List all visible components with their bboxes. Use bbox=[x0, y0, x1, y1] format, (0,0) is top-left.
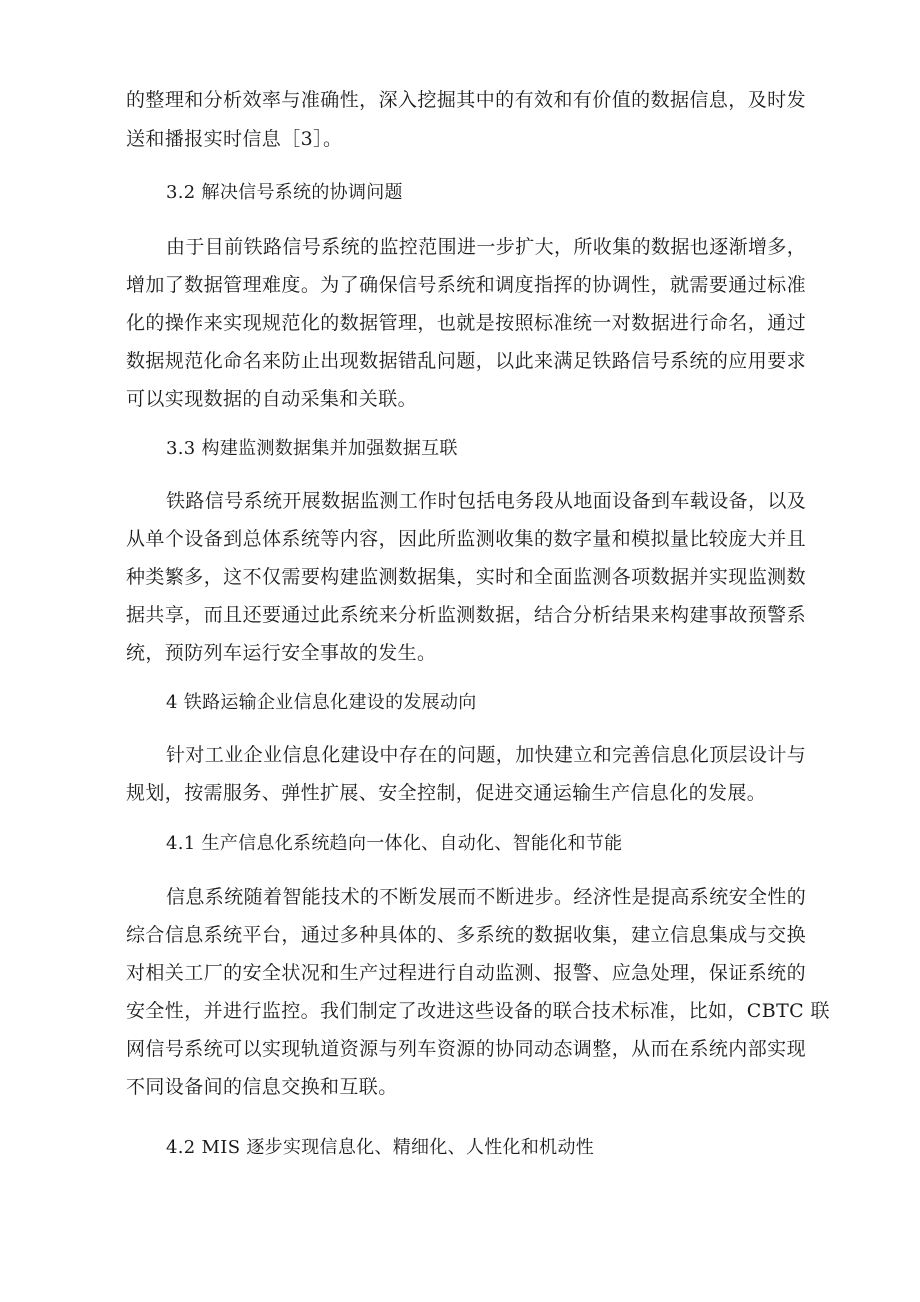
paragraph-line: 综合信息系统平台，通过多种具体的、多系统的数据收集，建立信息集成与交换 bbox=[126, 924, 806, 946]
paragraph-line: 安全性，并进行监控。我们制定了改进这些设备的联合技术标准，比如，CBTC 联 bbox=[126, 1000, 830, 1022]
paragraph-line: 针对工业企业信息化建设中存在的问题，加快建立和完善信息化顶层设计与 bbox=[166, 744, 807, 766]
section-heading-3-2: 3.2 解决信号系统的协调问题 bbox=[166, 182, 403, 203]
paragraph-line: 化的操作来实现规范化的数据管理，也就是按照标准统一对数据进行命名，通过 bbox=[126, 312, 806, 334]
paragraph-line: 不同设备间的信息交换和互联。 bbox=[126, 1076, 398, 1098]
section-heading-4: 4 铁路运输企业信息化建设的发展动向 bbox=[166, 692, 477, 713]
paragraph-line: 统，预防列车运行安全事故的发生。 bbox=[126, 642, 437, 664]
paragraph-line: 增加了数据管理难度。为了确保信号系统和调度指挥的协调性，就需要通过标准 bbox=[126, 274, 806, 296]
section-heading-4-1: 4.1 生产信息化系统趋向一体化、自动化、智能化和节能 bbox=[166, 833, 623, 854]
paragraph-line: 信息系统随着智能技术的不断发展而不断进步。经济性是提高系统安全性的 bbox=[166, 886, 807, 908]
paragraph-line: 规划，按需服务、弹性扩展、安全控制，促进交通运输生产信息化的发展。 bbox=[126, 782, 767, 804]
section-heading-3-3: 3.3 构建监测数据集并加强数据互联 bbox=[166, 438, 458, 459]
paragraph-line: 网信号系统可以实现轨道资源与列车资源的协同动态调整，从而在系统内部实现 bbox=[126, 1038, 806, 1060]
paragraph-line: 对相关工厂的安全状况和生产过程进行自动监测、报警、应急处理，保证系统的 bbox=[126, 962, 806, 984]
paragraph-line: 的整理和分析效率与准确性，深入挖掘其中的有效和有价值的数据信息，及时发 bbox=[126, 89, 806, 111]
paragraph-line: 从单个设备到总体系统等内容，因此所监测收集的数字量和模拟量比较庞大并且 bbox=[126, 528, 806, 550]
paragraph-line: 据共享，而且还要通过此系统来分析监测数据，结合分析结果来构建事故预警系 bbox=[126, 604, 806, 626]
paragraph-line: 数据规范化命名来防止出现数据错乱问题，以此来满足铁路信号系统的应用要求 bbox=[126, 350, 806, 372]
section-heading-4-2: 4.2 MIS 逐步实现信息化、精细化、人性化和机动性 bbox=[166, 1137, 595, 1158]
paragraph-line: 由于目前铁路信号系统的监控范围进一步扩大，所收集的数据也逐渐增多， bbox=[166, 236, 807, 258]
paragraph-line: 铁路信号系统开展数据监测工作时包括电务段从地面设备到车载设备，以及 bbox=[166, 490, 807, 512]
paragraph-line: 可以实现数据的自动采集和关联。 bbox=[126, 388, 418, 410]
paragraph-line: 送和播报实时信息［3］。 bbox=[126, 128, 343, 150]
paragraph-line: 种类繁多，这不仅需要构建监测数据集，实时和全面监测各项数据并实现监测数 bbox=[126, 566, 806, 588]
